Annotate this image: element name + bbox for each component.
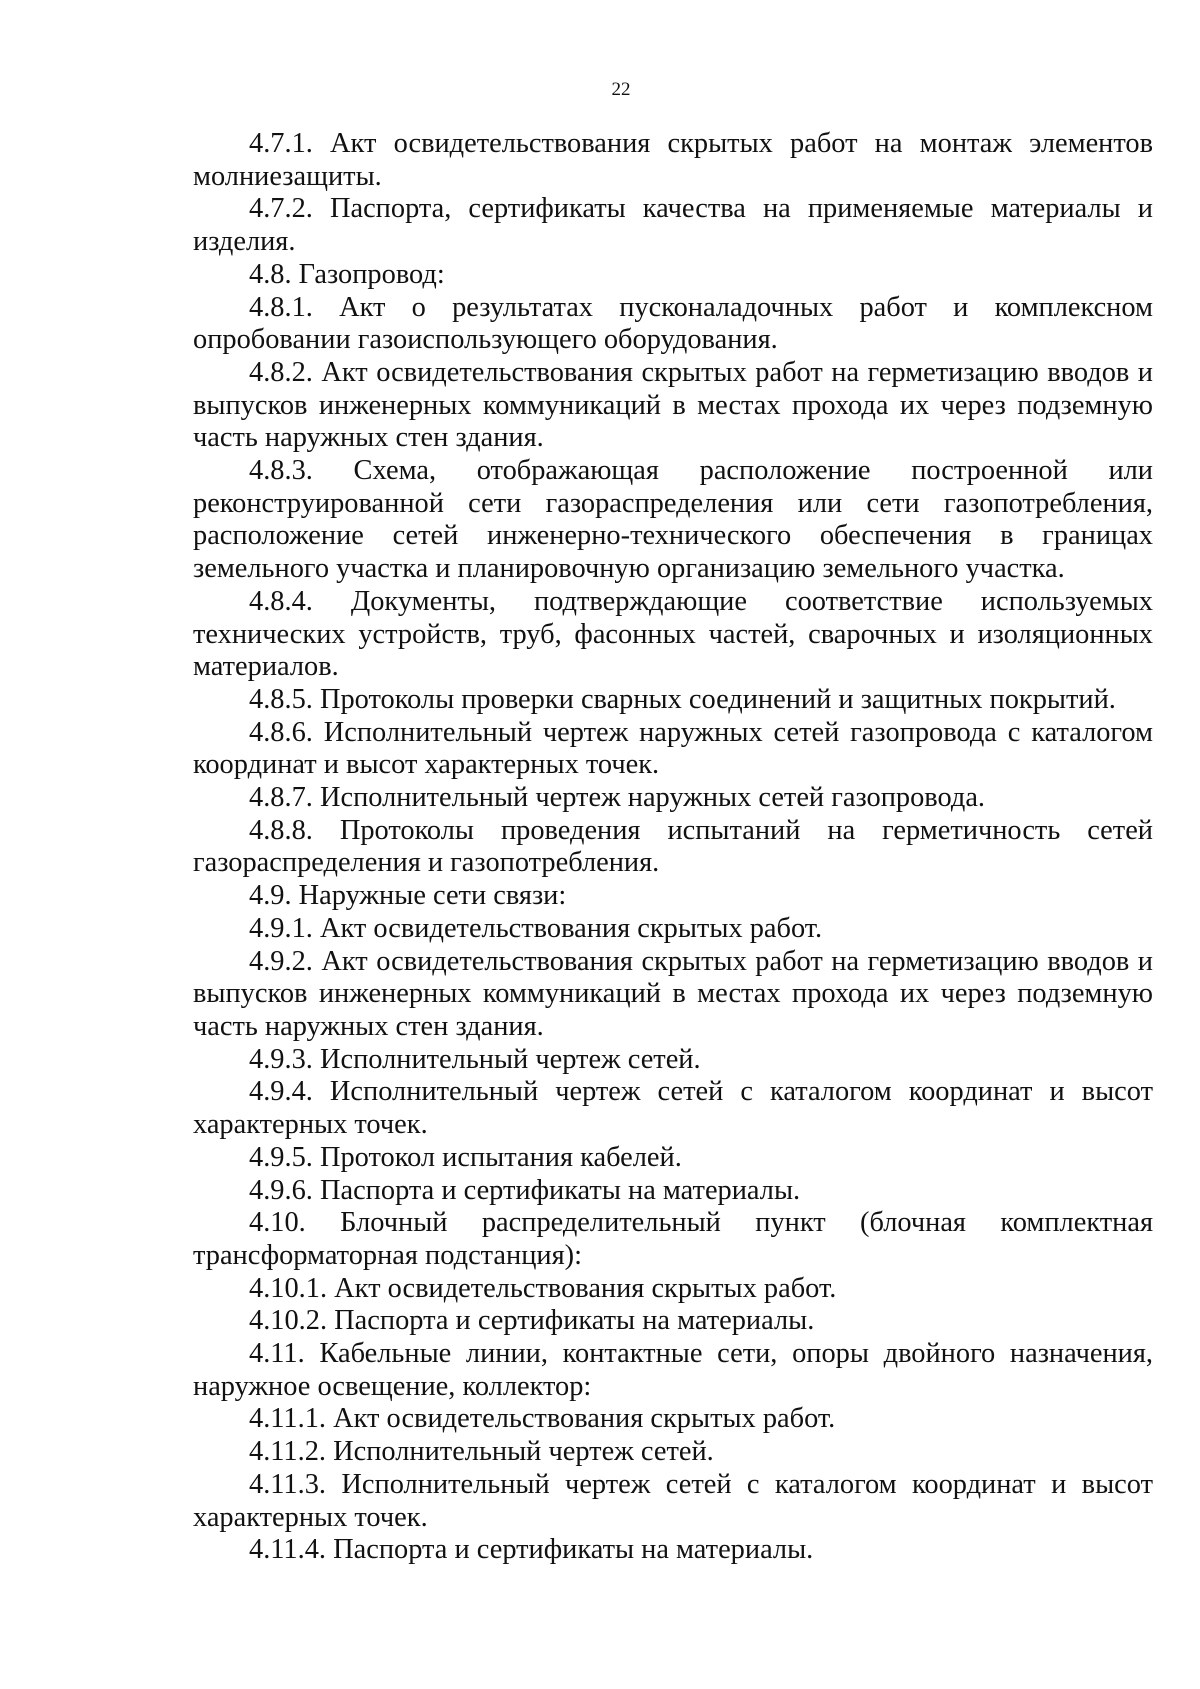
paragraph-4-9-2: 4.9.2. Акт освидетельствования скрытых работ на герметизацию вводов и выпусков инженерных коммуникаций в местах прохода их через подземную часть наружных стен здания. (193, 945, 1153, 1042)
heading-4-11: 4.11. Кабельные линии, контактные сети, опоры двойного назначения, наружное освещение, коллектор: (193, 1338, 1153, 1402)
paragraph-4-7-2: 4.7.2. Паспорта, сертификаты качества на применяемые материалы и изделия. (193, 193, 1153, 258)
paragraph-4-9-4: 4.9.4. Исполнительный чертеж сетей с каталогом координат и высот характерных точек. (193, 1076, 1153, 1141)
paragraph-4-11-4: 4.11.4. Паспорта и сертификаты на материалы. (249, 1534, 814, 1566)
paragraph-4-8-4: 4.8.4. Документы, подтверждающие соответствие используемых технических устройств, труб, фасонных частей, сварочных и изоляционных материалов. (193, 585, 1153, 683)
paragraph-4-11-1: 4.11.1. Акт освидетельствования скрытых работ. (249, 1403, 836, 1435)
document-body (193, 128, 1153, 1567)
paragraph-4-8-5: 4.8.5. Протоколы проверки сварных соединений и защитных покрытий. (249, 683, 1116, 715)
heading-4-9: 4.9. Наружные сети связи: (249, 880, 567, 912)
paragraph-4-10-1: 4.10.1. Акт освидетельствования скрытых работ. (249, 1272, 837, 1304)
paragraph-4-9-5: 4.9.5. Протокол испытания кабелей. (249, 1141, 682, 1173)
paragraph-4-9-6: 4.9.6. Паспорта и сертификаты на материалы. (249, 1174, 801, 1206)
paragraph-4-9-3: 4.9.3. Исполнительный чертеж сетей. (249, 1043, 701, 1075)
paragraph-4-8-1: 4.8.1. Акт о результатах пусконаладочных работ и комплексном опробовании газоиспользующего оборудования. (193, 291, 1153, 356)
paragraph-4-8-7: 4.8.7. Исполнительный чертеж наружных сетей газопровода. (249, 782, 986, 814)
heading-4-10: 4.10. Блочный распределительный пункт (блочная комплектная трансформаторная подстанция): (193, 1207, 1153, 1271)
paragraph-4-11-2: 4.11.2. Исполнительный чертеж сетей. (249, 1436, 714, 1468)
paragraph-4-11-3: 4.11.3. Исполнительный чертеж сетей с каталогом координат и высот характерных точек. (193, 1468, 1153, 1533)
paragraph-4-9-1: 4.9.1. Акт освидетельствования скрытых работ. (249, 912, 823, 944)
paragraph-4-8-2: 4.8.2. Акт освидетельствования скрытых работ на герметизацию вводов и выпусков инженерных коммуникаций в местах прохода их через подземную часть наружных стен здания. (193, 356, 1153, 454)
paragraph-4-7-1: 4.7.1. Акт освидетельствования скрытых работ на монтаж элементов молниезащиты. (193, 128, 1153, 192)
paragraph-4-8-6: 4.8.6. Исполнительный чертеж наружных сетей газопровода с каталогом координат и высот характерных точек. (193, 716, 1153, 781)
paragraph-4-10-2: 4.10.2. Паспорта и сертификаты на материалы. (249, 1305, 815, 1337)
heading-4-8: 4.8. Газопровод: (249, 258, 445, 290)
paragraph-4-8-8: 4.8.8. Протоколы проведения испытаний на герметичность сетей газораспределения и газопотребления. (193, 814, 1153, 879)
page-number: 22 (611, 79, 631, 100)
paragraph-4-8-3: 4.8.3. Схема, отображающая расположение построенной или реконструированной сети газораспределения или сети газопотребления, расположение сетей инженерно-технического обеспечения в границах земельного участка и планировочную организацию земельного участка. (193, 455, 1153, 585)
